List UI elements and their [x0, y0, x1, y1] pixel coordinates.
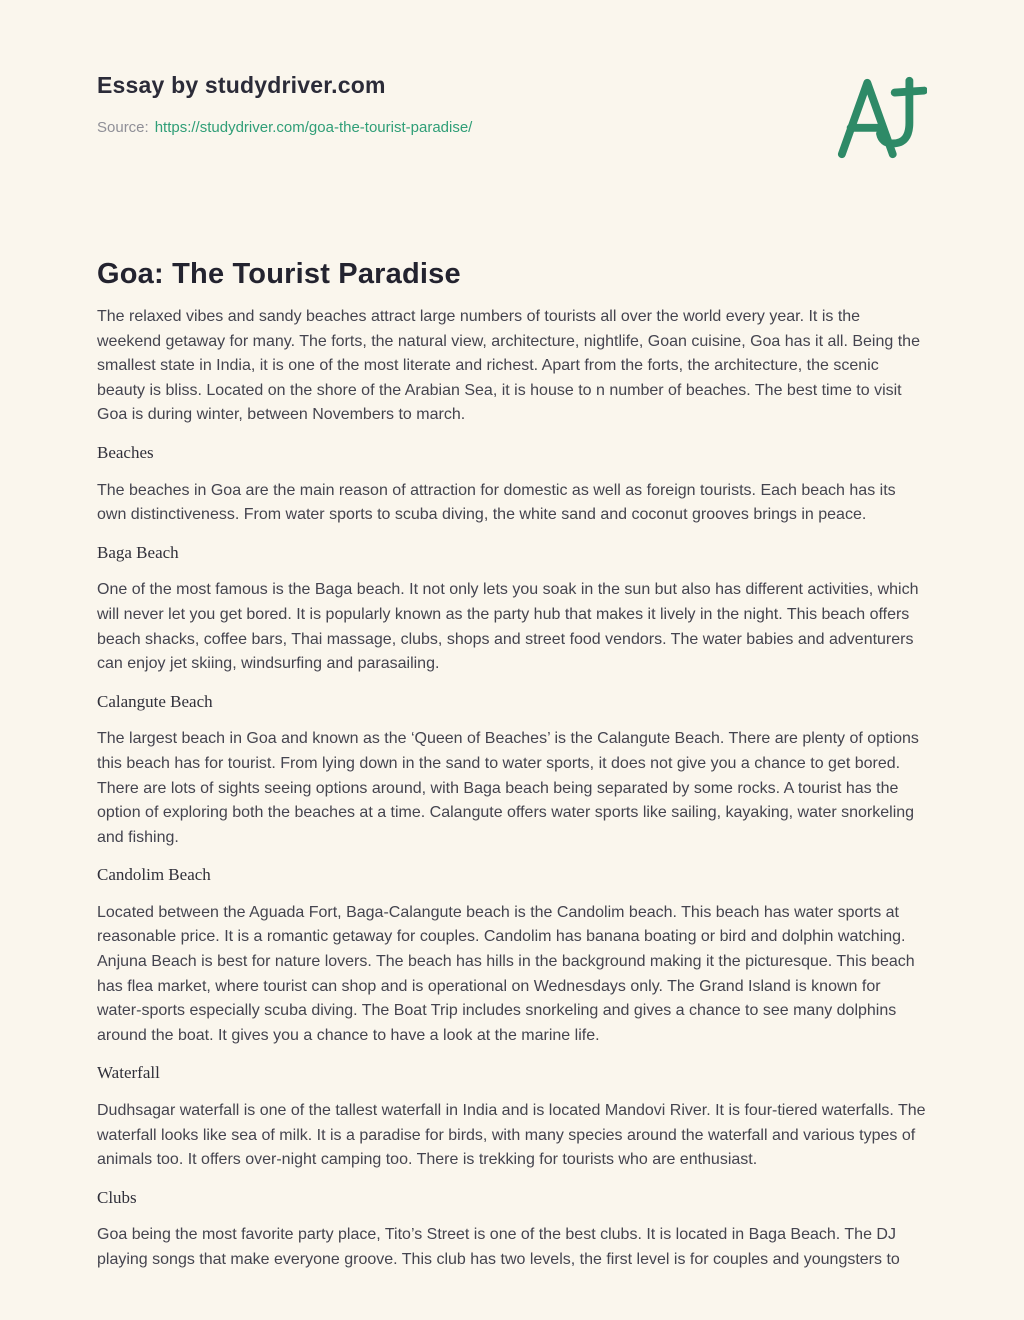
paragraph-waterfall: Dudhsagar waterfall is one of the tallest waterfall in India and is located Mandovi River. It is four-tiered waterfalls. The waterfall looks like sea of milk. It is a paradise for birds, with many species around the waterfall and various types of animals too. It offers over-night camping too. There is trekking for tourists who are enthusiast. — [97, 1102, 926, 1169]
paragraph-intro: The relaxed vibes and sandy beaches attract large numbers of tourists all over the world every year. It is the weekend getaway for many. The forts, the natural view, architecture, nightlife, Goan cuisine, Goa has it all. Being the smallest state in India, it is one of the most literate and richest. Apart from the forts, the architecture, the scenic beauty is bliss. Located on the shore of the Arabian Sea, it is house to n number of beaches. The best time to visit Goa is during winter, between Novembers to march. — [97, 308, 920, 424]
paragraph-candolim-beach: Located between the Aguada Fort, Baga-Calangute beach is the Candolim beach. This beach has water sports at reasonable price. It is a romantic getaway for couples. Candolim has banana boating or bird and dolphin watching. Anjuna Beach is best for nature lovers. The beach has hills in the background making it the picturesque. This beach has flea market, where tourist can shop and is operational on Wednesdays only. The Grand Island is known for water-sports especially scuba diving. The Boat Trip includes snorkeling and gives a chance to see many dolphins around the boat. It gives you a chance to have a look at the marine life. — [97, 903, 915, 1044]
source-link[interactable]: https://studydriver.com/goa-the-tourist-paradise/ — [154, 119, 473, 136]
section-heading-clubs: Clubs — [97, 1187, 137, 1207]
header-text-block — [97, 72, 472, 136]
source-line — [97, 119, 472, 136]
logo-cross-bar — [895, 91, 924, 93]
essay-title: Goa: The Tourist Paradise — [97, 258, 461, 290]
studydriver-logo-icon — [835, 72, 927, 164]
section-heading-waterfall: Waterfall — [97, 1063, 160, 1083]
section-heading-beaches: Beaches — [97, 442, 154, 462]
essay-content — [97, 258, 927, 1273]
paragraph-beaches: The beaches in Goa are the main reason of attraction for domestic as well as foreign tourists. Each beach has its own distinctiveness. From water sports to scuba diving, the white sand and coconut grooves brings in peace. — [97, 481, 896, 524]
paragraph-clubs: Goa being the most favorite party place, Tito’s Street is one of the best clubs. It is located in Baga Beach. The DJ playing songs that make everyone groove. This club has two levels, the first level is for couples and youngsters to — [97, 1226, 900, 1268]
paragraph-baga-beach: One of the most famous is the Baga beach. It not only lets you soak in the sun but also has different activities, which will never let you get bored. It is popularly known as the party hub that makes it lively in the night. This beach offers beach shacks, coffee bars, Thai massage, clubs, shops and street food vendors. The water babies and adventurers can enjoy jet skiing, windsurfing and parasailing. — [97, 581, 919, 673]
section-heading-calangute-beach: Calangute Beach — [97, 691, 213, 711]
section-heading-candolim-beach: Candolim Beach — [97, 865, 211, 885]
source-label: Source: — [97, 119, 149, 136]
header-title: Essay by studydriver.com — [97, 72, 386, 98]
paragraph-calangute-beach: The largest beach in Goa and known as the ‘Queen of Beaches’ is the Calangute Beach. There are plenty of options this beach has for tourist. From lying down in the sand to water sports, it does not give you a chance to get bored. There are lots of sights seeing options around, with Baga beach being separated by some rocks. A tourist has the option of exploring both the beaches at a time. Calangute offers water sports like sailing, kayaking, water snorkeling and fishing. — [97, 730, 919, 846]
header — [97, 0, 927, 164]
section-heading-baga-beach: Baga Beach — [97, 542, 179, 562]
